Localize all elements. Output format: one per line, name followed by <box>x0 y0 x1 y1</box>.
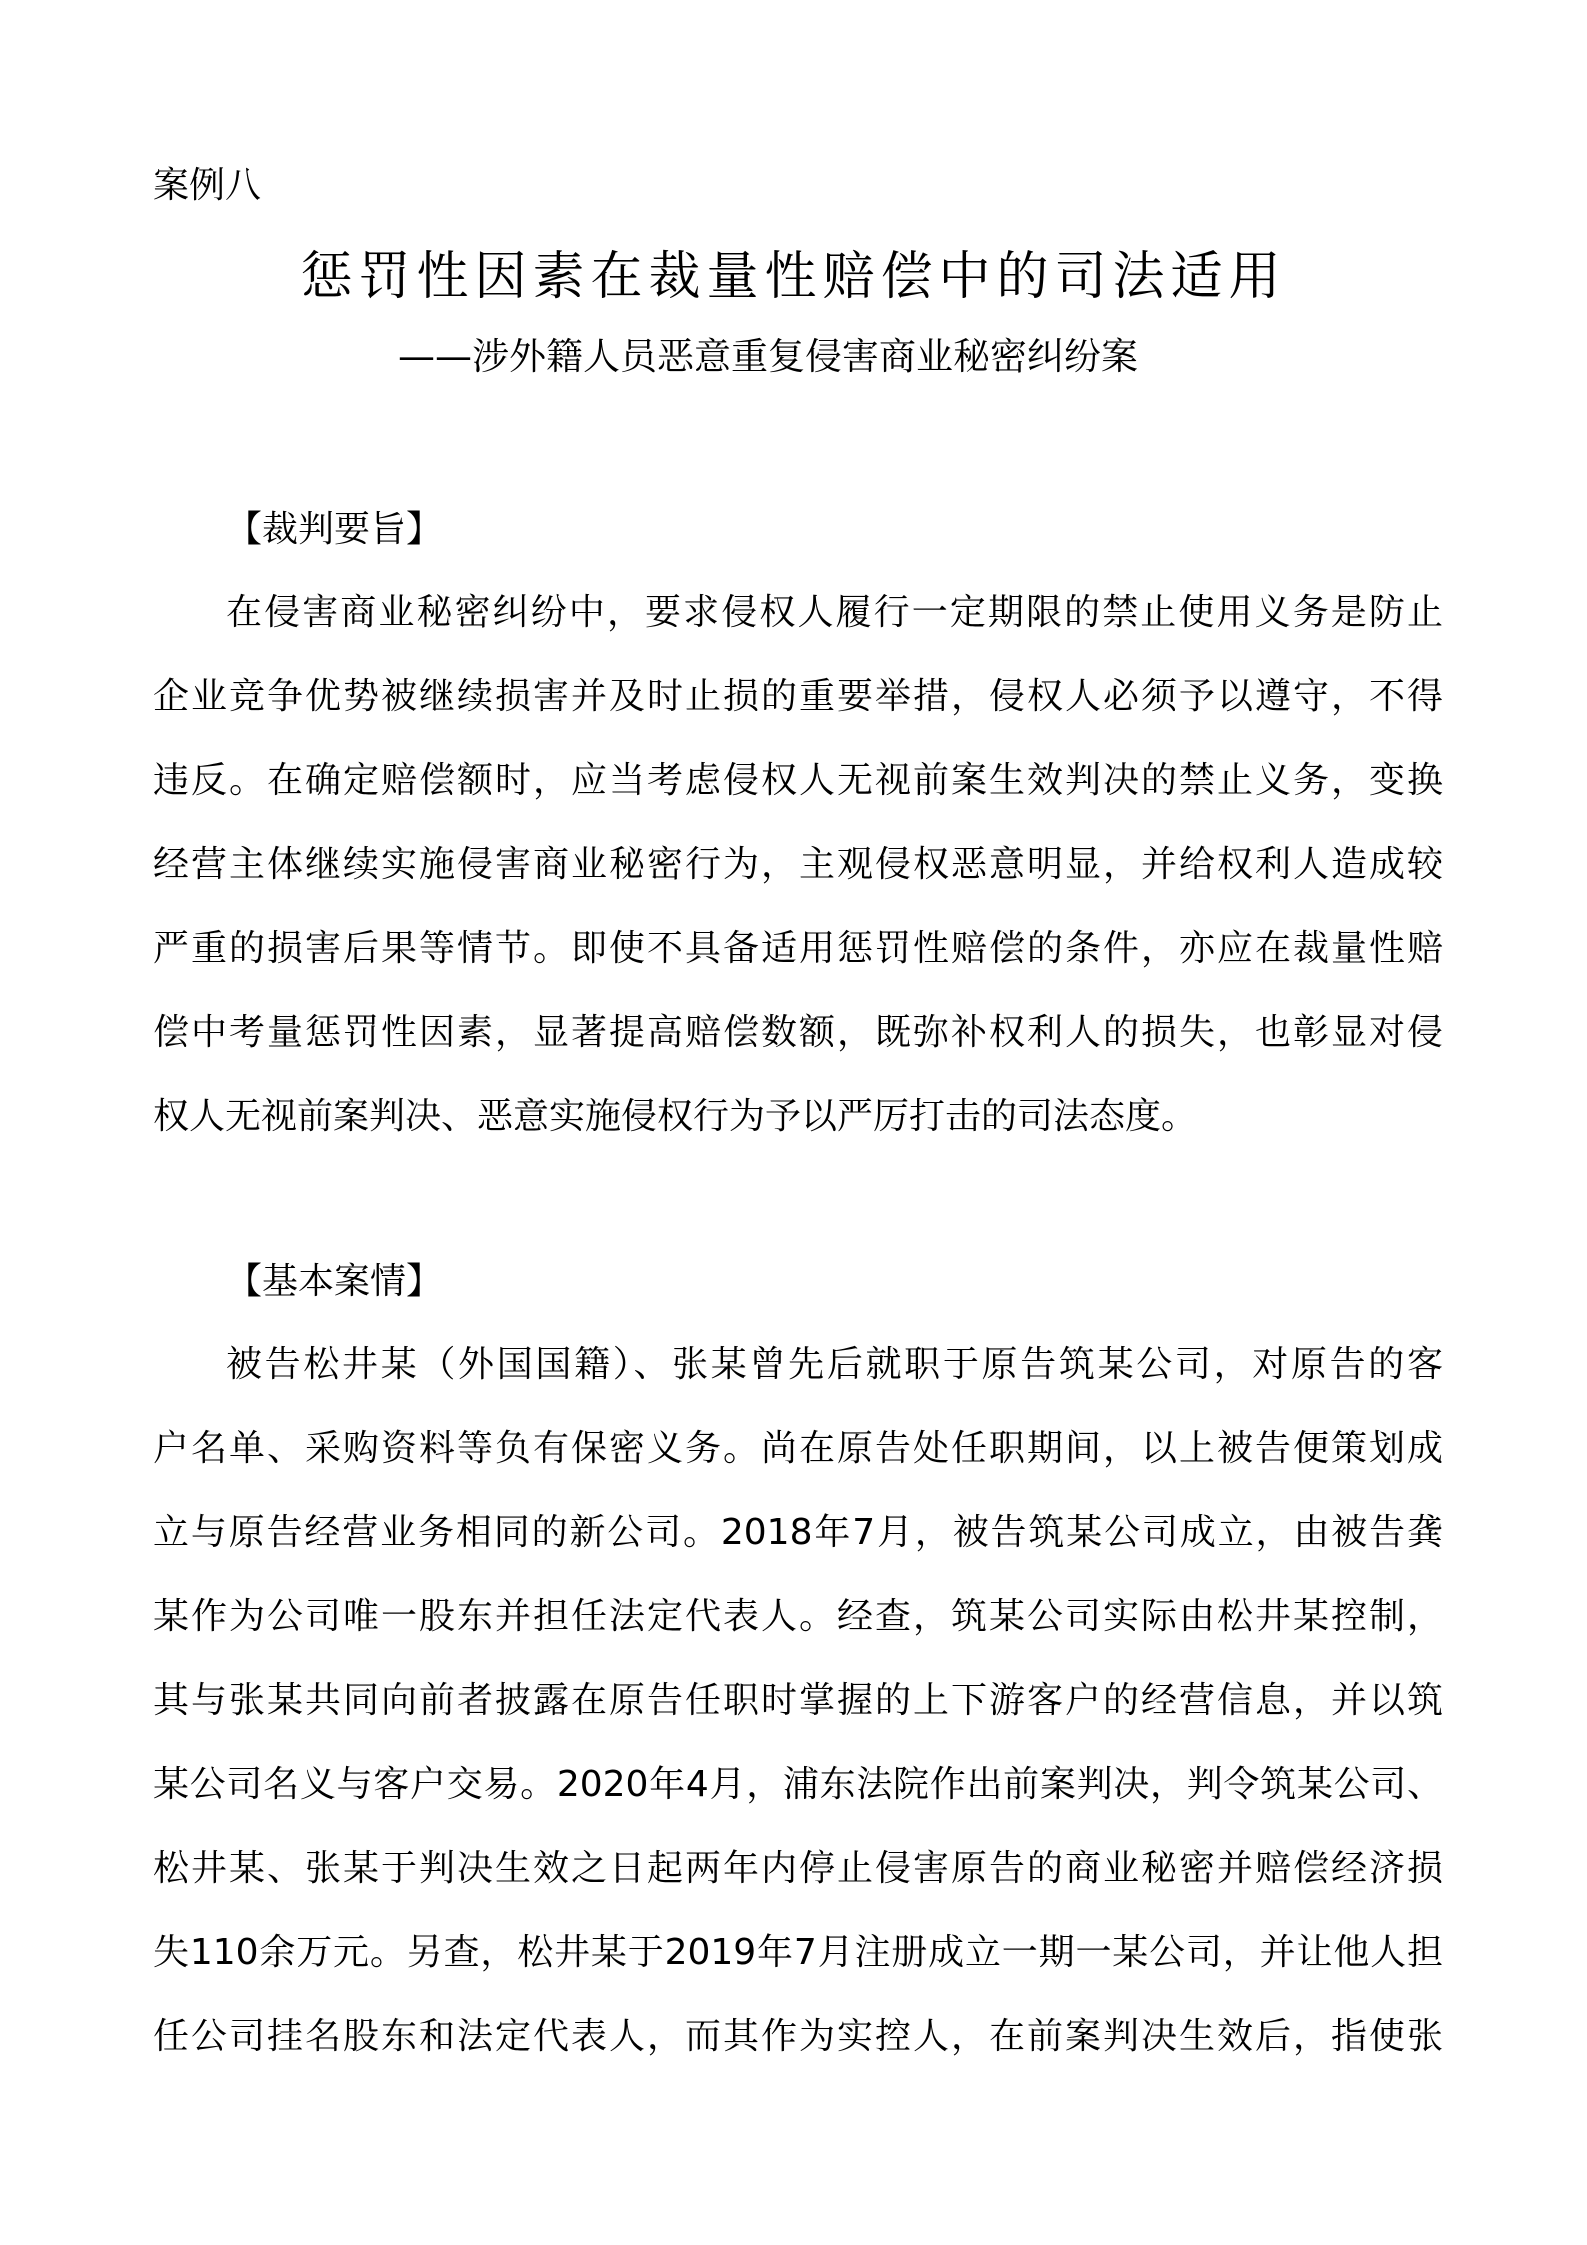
paragraph-line: 松井某、张某于判决生效之日起两年内停止侵害原告的商业秘密并赔偿经济损 <box>153 1848 1443 1889</box>
paragraph-line: 企业竞争优势被继续损害并及时止损的重要举措，侵权人必须予以遵守，不得 <box>153 676 1443 717</box>
paragraph-line: 权人无视前案判决、恶意实施侵权行为予以严厉打击的司法态度。 <box>153 1096 1198 1137</box>
paragraph-line: 违反。在确定赔偿额时，应当考虑侵权人无视前案生效判决的禁止义务，变换 <box>153 760 1443 801</box>
paragraph-line: 户名单、采购资料等负有保密义务。尚在原告处任职期间，以上被告便策划成 <box>153 1428 1443 1469</box>
case-label: 案例八 <box>153 165 262 206</box>
paragraph-line: 某作为公司唯一股东并担任法定代表人。经查，筑某公司实际由松井某控制， <box>153 1596 1443 1637</box>
paragraph-line: 严重的损害后果等情节。即使不具备适用惩罚性赔偿的条件，亦应在裁量性赔 <box>153 928 1443 969</box>
document-subtitle: ——涉外籍人员恶意重复侵害商业秘密纠纷案 <box>398 335 1138 378</box>
paragraph-line: 偿中考量惩罚性因素，显著提高赔偿数额，既弥补权利人的损失，也彰显对侵 <box>153 1012 1443 1053</box>
document-title: 惩罚性因素在裁量性赔偿中的司法适用 <box>300 247 1287 307</box>
judgment-gist-paragraph <box>153 571 1443 1159</box>
paragraph-line: 其与张某共同向前者披露在原告任职时掌握的上下游客户的经营信息，并以筑 <box>153 1680 1443 1721</box>
paragraph-line: 立与原告经营业务相同的新公司。2018年7月，被告筑某公司成立，由被告龚 <box>153 1512 1443 1553</box>
section-heading-basic-facts: 【基本案情】 <box>226 1261 443 1302</box>
paragraph-line: 在侵害商业秘密纠纷中，要求侵权人履行一定期限的禁止使用义务是防止 <box>226 592 1443 633</box>
paragraph-line: 经营主体继续实施侵害商业秘密行为，主观侵权恶意明显，并给权利人造成较 <box>153 844 1443 885</box>
paragraph-line: 失110余万元。另查，松井某于2019年7月注册成立一期一某公司，并让他人担 <box>153 1932 1443 1973</box>
basic-facts-paragraph <box>153 1323 1443 2079</box>
paragraph-line: 任公司挂名股东和法定代表人，而其作为实控人，在前案判决生效后，指使张 <box>153 2016 1443 2057</box>
paragraph-line: 被告松井某（外国国籍）、张某曾先后就职于原告筑某公司，对原告的客 <box>226 1344 1443 1385</box>
section-heading-judgment-gist: 【裁判要旨】 <box>226 509 443 550</box>
paragraph-line: 某公司名义与客户交易。2020年4月，浦东法院作出前案判决，判令筑某公司、 <box>153 1764 1443 1805</box>
